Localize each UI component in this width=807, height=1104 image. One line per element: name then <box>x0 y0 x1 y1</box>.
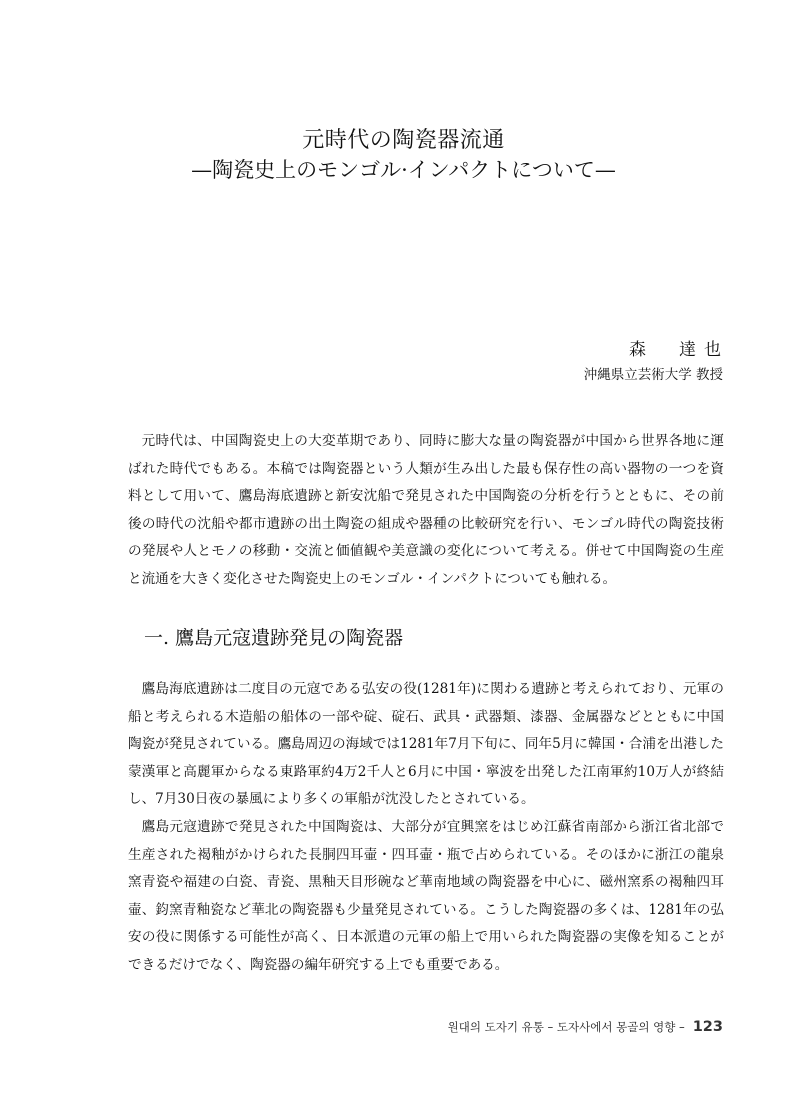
page-footer <box>448 1017 723 1037</box>
section-body <box>128 676 724 980</box>
running-title: 원대의 도자기 유통 – 도자사에서 몽골의 영향 – <box>447 1020 685 1034</box>
author-name: 森 達也 <box>629 340 729 360</box>
author-block <box>583 338 729 386</box>
paper-subtitle: —陶瓷史上のモンゴル·インパクトについて— <box>191 158 616 182</box>
body-paragraph-1: 鷹島海底遺跡は二度目の元寇である弘安の役(1281年)に関わる遺跡と考えられており、元軍の船と考えられる木造船の船体の一部や碇、碇石、武具・武器類、漆器、金属器などとともに中国陶瓷が発見されている。鷹島周辺の海域では1281年7月下旬に、同年5月に韓国・合浦を出港した蒙漢軍と高麗軍からなる東路軍約4万2千人と6月に中国・寧波を出発した江南軍約10万人が終結し、7月30日夜の暴風により多くの軍船が沈没したとされている。 <box>128 681 724 808</box>
author-affiliation: 沖縄県立芸術大学 教授 <box>583 367 723 383</box>
section-heading: 一. 鷹島元寇遺跡発見の陶瓷器 <box>144 627 404 649</box>
body-paragraph-2: 鷹島元寇遺跡で発見された中国陶瓷は、大部分が宜興窯をはじめ江蘇省南部から浙江省北部で生産された褐釉がかけられた長胴四耳壷・四耳壷・瓶で占められている。そのほかに浙江の龍泉窯青瓷や福建の白瓷、青瓷、黒釉天目形碗など華南地域の陶瓷器を中心に、磁州窯系の褐釉四耳壷、鈞窯青釉瓷など華北の陶瓷器も少量発見されている。こうした陶瓷器の多くは、1281年の弘安の役に関係する可能性が高く、日本派遣の元軍の船上で用いられた陶瓷器の実像を知ることができるだけでなく、陶瓷器の編年研究する上でも重要である。 <box>128 818 724 973</box>
title-block <box>0 126 807 184</box>
page-number: 123 <box>692 1019 723 1035</box>
abstract-text: 元時代は、中国陶瓷史上の大変革期であり、同時に膨大な量の陶瓷器が中国から世界各地に運ばれた時代でもある。本稿では陶瓷器という人類が生み出した最も保存性の高い器物の一つを資料として用いて、鷹島海底遺跡と新安沈船で発見された中国陶瓷の分析を行うとともに、その前後の時代の沈船や都市遺跡の出土陶瓷の組成や器種の比較研究を行い、モンゴル時代の陶瓷技術の発展や人とモノの移動・交流と価値観や美意識の変化について考える。併せて中国陶瓷の生産と流通を大きく変化させた陶瓷史上のモンゴル・インパクトについても触れる。 <box>128 433 724 587</box>
paper-title: 元時代の陶瓷器流通 <box>302 128 505 153</box>
abstract <box>128 428 724 594</box>
